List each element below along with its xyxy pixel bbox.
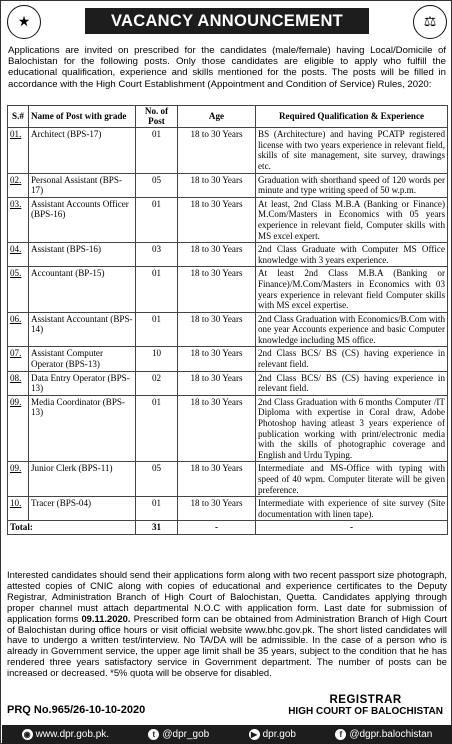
- total-row: [8, 521, 448, 535]
- table-header-row: [8, 106, 448, 128]
- row-post: Assistant Computer Operator (BPS-13): [29, 347, 136, 371]
- table-row: [8, 462, 448, 497]
- row-qualification: Intermediate with experience of site survey (Site documentation with linen tape).: [256, 497, 448, 521]
- row-age: 18 to 30 Years: [178, 197, 256, 242]
- header-age: Age: [178, 106, 256, 128]
- row-post: Junior Clerk (BPS-11): [29, 462, 136, 497]
- row-sno: 03.: [8, 197, 29, 242]
- row-sno: 05.: [8, 267, 29, 312]
- row-age: 18 to 30 Years: [178, 497, 256, 521]
- table-row: [8, 267, 448, 312]
- row-post: Media Coordinator (BPS-13): [29, 395, 136, 462]
- row-post: Accountant (BP-15): [29, 267, 136, 312]
- table-row: [8, 173, 448, 197]
- row-qualification: Intermediate and MS-Office with typing with speed of 40 wpm. Computer literate will be given preference.: [256, 462, 448, 497]
- table-row: [8, 312, 448, 347]
- row-age: 18 to 30 Years: [178, 267, 256, 312]
- registrar-court: HIGH COURT OF BALOCHISTAN: [288, 706, 443, 717]
- row-qualification: Graduation with shorthand speed of 120 words per minute and type writing speed of 50 w.p.m.: [256, 173, 448, 197]
- twitter-icon: t: [148, 729, 159, 740]
- row-count: 01: [136, 395, 178, 462]
- row-post: Assistant (BPS-16): [29, 243, 136, 267]
- instructions-part-2: Prescribed form can be obtained from Administration Branch of High Court of Balochistan during office hours or visit official website www.bhc.gov.pk. The short listed candidates will have to undergo a written test/interview. No TA/DA will be admissible. In the case of a person who is already in Government service, the upper age limit shall be 35 years, subject to the condition that he has rendered three years satisfactory service in Government department. The number of posts can be increased or decreased. *5% quota will be observe for disabled.: [7, 612, 448, 679]
- row-sno: 09.: [8, 395, 29, 462]
- page-title: VACANCY ANNOUNCEMENT: [85, 8, 369, 34]
- row-qualification: At least 2nd Class M.B.A (Banking or Finance)/M.Com/Masters in Economics with 03 years experience in relevant field Computer skills with MS excel expertise.: [256, 267, 448, 312]
- row-age: 18 to 30 Years: [178, 395, 256, 462]
- row-qualification: At least, 2nd Class M.B.A (Banking or Finance) M.Com/Masters in Economics with 05 years experience in relevant field, Computer skills with MS excel expert.: [256, 197, 448, 242]
- row-count: 01: [136, 128, 178, 173]
- row-sno: 02.: [8, 173, 29, 197]
- row-count: 01: [136, 267, 178, 312]
- row-sno: 07.: [8, 347, 29, 371]
- facebook-icon: f: [335, 729, 346, 740]
- table-row: [8, 371, 448, 395]
- row-sno: 06.: [8, 312, 29, 347]
- prq-number: PRQ No.965/26-10-10-2020: [7, 704, 146, 716]
- row-count: 01: [136, 312, 178, 347]
- row-count: 01: [136, 197, 178, 242]
- row-age: 18 to 30 Years: [178, 128, 256, 173]
- facebook-link[interactable]: [335, 729, 432, 740]
- row-count: 02: [136, 371, 178, 395]
- total-label: Total:: [8, 521, 136, 535]
- row-qualification: 2nd Class Graduation with Economics/B.Com with one year Accounts experience and basic Computer knowledge including MS office.: [256, 312, 448, 347]
- instructions-paragraph: [7, 570, 447, 679]
- facebook-text: @dgpr.balochistan: [349, 729, 433, 740]
- row-count: 05: [136, 173, 178, 197]
- row-qualification: BS (Architecture) and having PCATP registered license with two years experience in relevant field, skills of site management, site survey, drawings etc.: [256, 128, 448, 173]
- row-count: 05: [136, 462, 178, 497]
- vacancy-table: [7, 105, 448, 535]
- row-qualification: 2nd Class BCS/ BS (CS) having experience in relevant field.: [256, 347, 448, 371]
- intro-paragraph: Applications are invited on prescribed for the candidates (male/female) having Local/Domicile of Balochistan for the following posts. Only those candidates are eligible to apply who fulfill the educational qualification, experience and skills mentioned for the posts. The posts will be filled in accordance with the High Court Establishment (Appointment and Condition of Service) Rules, 2020:: [8, 45, 446, 90]
- row-age: 18 to 30 Years: [178, 371, 256, 395]
- row-post: Architect (BPS-17): [29, 128, 136, 173]
- social-bar: [2, 725, 452, 744]
- row-age: 18 to 30 Years: [178, 462, 256, 497]
- total-age: -: [178, 521, 256, 535]
- row-sno: 08.: [8, 371, 29, 395]
- table-row: [8, 128, 448, 173]
- twitter-link[interactable]: [148, 729, 209, 740]
- youtube-link[interactable]: [249, 729, 296, 740]
- row-post: Tracer (BPS-04): [29, 497, 136, 521]
- row-count: 03: [136, 243, 178, 267]
- table-row: [8, 347, 448, 371]
- row-sno: 04.: [8, 243, 29, 267]
- row-age: 18 to 30 Years: [178, 312, 256, 347]
- row-count: 01: [136, 497, 178, 521]
- youtube-text: dpr.gob: [262, 729, 296, 740]
- website-link[interactable]: [22, 729, 109, 740]
- row-post: Data Entry Operator (BPS-13): [29, 371, 136, 395]
- row-age: 18 to 30 Years: [178, 243, 256, 267]
- high-court-seal-icon: ⚖: [413, 5, 447, 39]
- total-count: 31: [136, 521, 178, 535]
- row-post: Assistant Accountant (BPS-14): [29, 312, 136, 347]
- row-age: 18 to 30 Years: [178, 347, 256, 371]
- website-text: www.dpr.gob.pk.: [35, 729, 110, 740]
- registrar-signature: [288, 694, 443, 717]
- table-row: [8, 197, 448, 242]
- header-qualification: Required Qualification & Experience: [256, 106, 448, 128]
- row-post: Personal Assistant (BPS-17): [29, 173, 136, 197]
- youtube-icon: ▶: [249, 729, 260, 740]
- instructions-part-1: Interested candidates should send their applications form along with two recent passport size photograph, attested copies of CNIC along with copies of educational and experience certificates to the Deputy Registrar, Administration Branch of High Court of Balochistan, Quetta. Candidates applying through proper channel must attach departmental N.O.C with application form. Last date for submission of application forms: [7, 569, 447, 624]
- header: [5, 5, 449, 41]
- row-qualification: 2nd Class Graduate with Computer MS Office knowledge with 3 years experience.: [256, 243, 448, 267]
- header-sno: S.#: [8, 106, 29, 128]
- header-count: No. of Post: [136, 106, 178, 128]
- table-row: [8, 395, 448, 462]
- last-date: 09.11.2020.: [81, 612, 131, 624]
- table-row: [8, 243, 448, 267]
- twitter-text: @dpr_gob: [162, 729, 210, 740]
- header-post: Name of Post with grade: [29, 106, 136, 128]
- globe-icon: ◉: [22, 729, 33, 740]
- table-row: [8, 497, 448, 521]
- balochistan-emblem-icon: ★: [7, 5, 41, 39]
- row-sno: 10.: [8, 497, 29, 521]
- row-qualification: 2nd Class Graduation with 6 months Computer /IT Diploma with expertise in Coral draw, Adobe Photoshop having atleast 3 years experience of publication working with print/electronic media with the skills of photographic coverage and English and Urdu Typing.: [256, 395, 448, 462]
- total-qual: -: [256, 521, 448, 535]
- row-age: 18 to 30 Years: [178, 173, 256, 197]
- registrar-title: REGISTRAR: [329, 694, 402, 706]
- row-sno: 01.: [8, 128, 29, 173]
- row-post: Assistant Accounts Officer (BPS-16): [29, 197, 136, 242]
- row-qualification: 2nd Class BCS/ BS (CS) having experience in relevant field.: [256, 371, 448, 395]
- row-sno: 09.: [8, 462, 29, 497]
- row-count: 10: [136, 347, 178, 371]
